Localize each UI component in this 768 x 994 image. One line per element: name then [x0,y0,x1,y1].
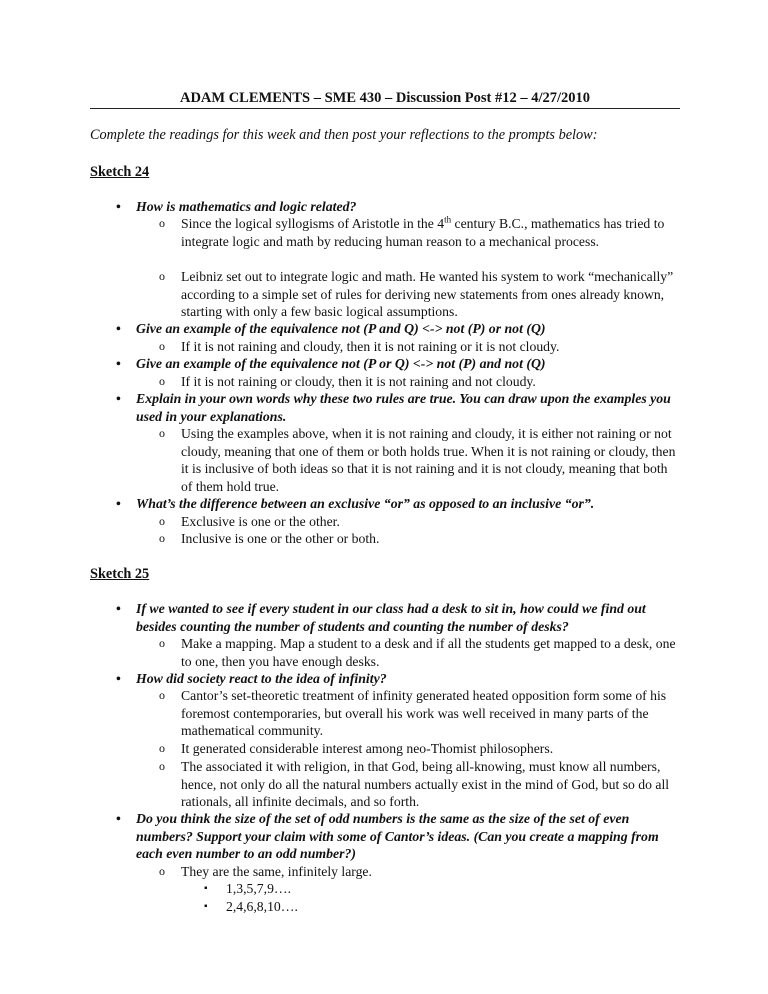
question-explain-rules: • Explain in your own words why these two rules are true. You can draw upon the examples you used in your explanations. [136,390,676,425]
answer-neo-thomist: o It generated considerable interest among neo-Thomist philosophers. [181,740,679,758]
answer-exclusive: o Exclusive is one or the other. [181,513,679,531]
question-odd-even: • Do you think the size of the set of odd numbers is the same as the size of the set of even numbers? Support your claim with some of Cantor’s ideas. (Can you create a mapping from each even number to an odd number?) [136,810,676,863]
answer-aristotle [181,215,679,250]
answer-religion: o The associated it with religion, in that God, being all-knowing, must know all numbers, hence, not only do all the natural numbers actually exist in the mind of God, but so do all rationals, all infinite decimals, and so forth. [181,758,679,811]
question-exclusive-or: • What’s the difference between an exclusive “or” as opposed to an inclusive “or”. [136,495,676,513]
superscript: th [444,214,452,225]
sub-item-odd-numbers: ▪ 1,3,5,7,9…. [226,880,291,898]
answer-inclusive: o Inclusive is one or the other or both. [181,530,679,548]
document-title: ADAM CLEMENTS – SME 430 – Discussion Post #12 – 4/27/2010 [179,90,591,106]
answer-text: Since the logical syllogisms of Aristotle in the 4 [181,216,445,231]
answer-equivalence-or: o If it is not raining or cloudy, then it is not raining and not cloudy. [181,373,679,391]
question-desks: • If we wanted to see if every student in our class had a desk to sit in, how could we find out besides counting the number of students and counting the number of desks? [136,600,676,635]
sketch-25-heading: Sketch 25 [90,566,150,582]
answer-cantor-opposition: o Cantor’s set-theoretic treatment of infinity generated heated opposition form some of his foremost contemporaries, but overall his work was well received in many parts of the mathematical community. [181,687,679,740]
sub-item-even-numbers: ▪ 2,4,6,8,10…. [226,898,298,916]
title-rule [90,108,680,109]
question-equivalence-or: • Give an example of the equivalence not (P or Q) <-> not (P) and not (Q) [136,355,676,373]
question-society-infinity: • How did society react to the idea of infinity? [136,670,676,688]
answer-explain-rules: o Using the examples above, when it is not raining and cloudy, it is either not raining or not cloudy, meaning that one of them or both holds true. When it is not raining or cloudy, then it is inclusive of both ideas so that it is not raining and it is not cloudy, meaning that both of them hold true. [181,425,679,495]
sketch-24-heading: Sketch 24 [90,164,150,180]
question-how-related: • How is mathematics and logic related? [136,198,676,216]
answer-mapping: o Make a mapping. Map a student to a desk and if all the students get mapped to a desk, one to one, then you have enough desks. [181,635,679,670]
answer-text: century B.C., mathematics has tried to integrate logic and math by reducing human reason to a mechanical process. [181,216,665,249]
question-equivalence-and: • Give an example of the equivalence not (P and Q) <-> not (P) or not (Q) [136,320,676,338]
intro-text: Complete the readings for this week and then post your reflections to the prompts below: [90,127,598,143]
answer-leibniz: o Leibniz set out to integrate logic and math. He wanted his system to work “mechanically” according to a simple set of rules for deriving new statements from ones already known, starting with only a few basic logical assumptions. [181,268,679,321]
answer-same-size: o They are the same, infinitely large. [181,863,679,881]
answer-equivalence-and: o If it is not raining and cloudy, then it is not raining or it is not cloudy. [181,338,679,356]
